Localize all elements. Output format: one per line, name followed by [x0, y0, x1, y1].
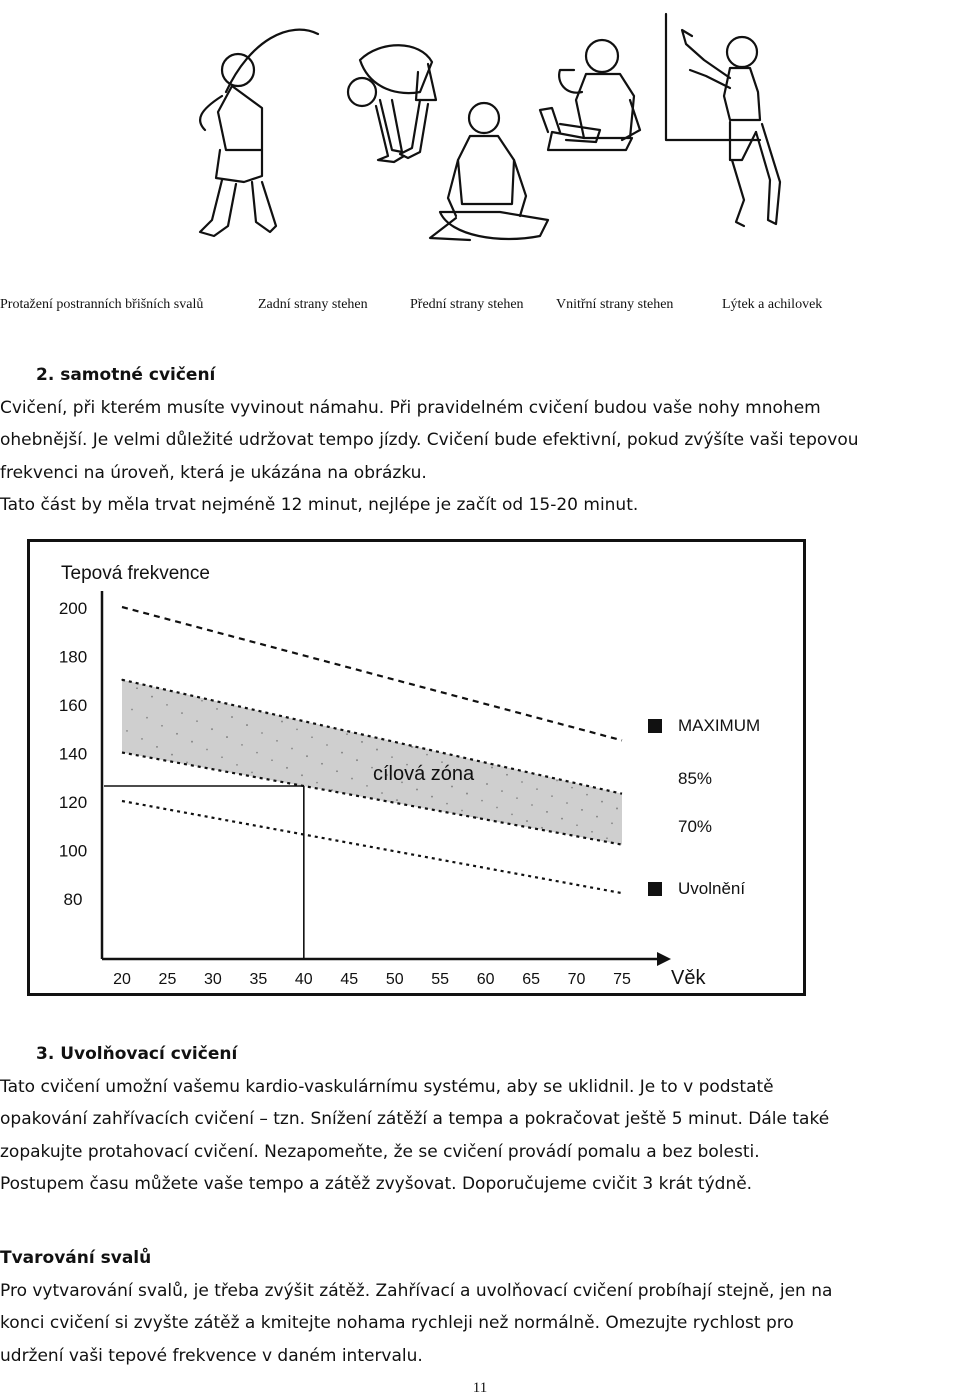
- section-heading: 3. Uvolňovací cvičení: [36, 1044, 238, 1064]
- x-tick-label: 55: [431, 971, 450, 988]
- zone-texture-dot: [236, 764, 238, 766]
- zone-texture-dot: [196, 720, 198, 722]
- y-axis-title: Tepová frekvence: [61, 563, 210, 584]
- zone-texture-dot: [566, 802, 568, 804]
- zone-texture-dot: [596, 816, 598, 818]
- section-cooldown: [0, 1038, 960, 1201]
- x-tick-label: 45: [340, 971, 359, 988]
- zone-texture-dot: [321, 763, 323, 765]
- zone-texture-dot: [151, 696, 153, 698]
- zone-texture-dot: [211, 728, 213, 730]
- stretching-illustrations: [0, 0, 960, 270]
- caption-inner-thighs: Vnitřní strany stehen: [556, 297, 674, 312]
- paragraph-line: ohebnější. Je velmi důležité udržovat tempo jízdy. Cvičení bude efektivní, pokud zvýšíte vaši tepovou: [0, 430, 859, 450]
- y-tick-label: 100: [58, 841, 88, 861]
- y-tick-label: 80: [63, 890, 83, 909]
- zone-texture-dot: [336, 770, 338, 772]
- target-zone-label: cílová zóna: [373, 763, 475, 785]
- illustration-captions: [0, 297, 960, 321]
- paragraph-line: Cvičení, při kterém musíte vyvinout námahu. Při pravidelném cvičení budou vaše nohy mnohem: [0, 397, 821, 418]
- zone-texture-dot: [226, 736, 228, 738]
- x-tick-label: 40: [294, 971, 313, 988]
- zone-texture-dot: [206, 749, 208, 751]
- zone-texture-dot: [491, 767, 493, 769]
- zone-texture-dot: [286, 767, 288, 769]
- caption-calves: Lýtek a achilovek: [722, 297, 823, 312]
- zone-texture-dot: [126, 730, 128, 732]
- legend-marker: [648, 882, 662, 896]
- zone-texture-dot: [231, 716, 233, 718]
- zone-texture-dot: [576, 824, 578, 826]
- zone-texture-dot: [181, 712, 183, 714]
- zone-texture-dot: [586, 794, 588, 796]
- zone-texture-dot: [171, 754, 173, 756]
- zone-texture-dot: [606, 837, 608, 839]
- x-tick-label: 25: [158, 971, 177, 988]
- zone-texture-dot: [376, 749, 378, 751]
- zone-texture-dot: [551, 795, 553, 797]
- paragraph-line: frekvenci na úroveň, která je ukázána na obrázku.: [0, 462, 427, 483]
- zone-texture-dot: [396, 799, 398, 801]
- zone-texture-dot: [581, 809, 583, 811]
- paragraph-line: Pro vytvarování svalů, je třeba zvýšit zátěž. Zahřívací a uvolňovací cvičení probíhají stejně, jen na: [0, 1280, 833, 1301]
- zone-texture-dot: [451, 786, 453, 788]
- zone-texture-dot: [311, 736, 313, 738]
- zone-texture-dot: [221, 756, 223, 758]
- zone-texture-dot: [301, 774, 303, 776]
- x-tick-label: 20: [113, 971, 131, 988]
- zone-texture-dot: [216, 708, 218, 710]
- zone-texture-dot: [541, 827, 543, 829]
- zone-texture-dot: [176, 733, 178, 735]
- caption-side-stretch: Protažení postranních břišních svalů: [0, 297, 204, 312]
- zone-texture-dot: [271, 759, 273, 761]
- zone-texture-dot: [571, 787, 573, 789]
- zone-texture-dot: [431, 796, 433, 798]
- legend-label: 85%: [678, 769, 713, 788]
- zone-texture-dot: [601, 801, 603, 803]
- page-number: 11: [472, 1380, 488, 1396]
- paragraph-line: Postupem času můžete vaše tempo a zátěž zvyšovat. Doporučujeme cvičit 3 krát týdně.: [0, 1174, 753, 1194]
- figure-kneeling: [430, 103, 548, 240]
- zone-texture-dot: [416, 789, 418, 791]
- figure-seated: [540, 40, 640, 150]
- zone-texture-dot: [241, 744, 243, 746]
- legend-label: Uvolnění: [678, 879, 746, 898]
- paragraph-line: Tato cvičení umožní vašemu kardio-vaskulárnímu systému, aby se uklidnil. Je to v podstatě: [0, 1076, 774, 1097]
- zone-texture-dot: [611, 822, 613, 824]
- zone-texture-dot: [191, 741, 193, 743]
- zone-texture-dot: [546, 811, 548, 813]
- zone-texture-dot: [461, 810, 463, 812]
- zone-texture-dot: [261, 732, 263, 734]
- y-tick-label: 180: [58, 647, 88, 667]
- zone-texture-dot: [131, 709, 133, 711]
- x-tick-label: 35: [249, 971, 268, 988]
- zone-texture-dot: [146, 717, 148, 719]
- x-tick-label: 75: [613, 971, 631, 988]
- zone-texture-dot: [526, 820, 528, 822]
- zone-texture-dot: [351, 778, 353, 780]
- paragraph-line: udržení vaši tepové frekvence v daném intervalu.: [0, 1345, 423, 1366]
- x-tick-label: 70: [567, 971, 586, 988]
- zone-texture-dot: [156, 746, 158, 748]
- zone-texture-dot: [561, 818, 563, 820]
- zone-texture-dot: [391, 756, 393, 758]
- zone-texture-dot: [616, 808, 618, 810]
- figure-side-stretch: [200, 30, 318, 236]
- zone-texture-dot: [161, 725, 163, 727]
- zone-texture-dot: [366, 785, 368, 787]
- zone-texture-dot: [381, 792, 383, 794]
- y-tick-label: 200: [58, 599, 88, 618]
- zone-texture-dot: [466, 793, 468, 795]
- caption-back-thighs: Zadní strany stehen: [258, 297, 368, 312]
- zone-texture-dot: [256, 752, 258, 754]
- y-tick-label: 140: [58, 744, 88, 764]
- legend-label: 70%: [678, 817, 713, 836]
- y-tick-label: 120: [58, 793, 88, 812]
- zone-texture-dot: [476, 816, 478, 818]
- zone-texture-dot: [326, 744, 328, 746]
- paragraph-line: konci cvičení si zvyšte zátěž a kmitejte nohama rychleji než normálně. Omezujte rychlost pro: [0, 1313, 794, 1333]
- y-tick-label: 160: [58, 696, 88, 715]
- zone-texture-dot: [501, 790, 503, 792]
- figure-forward-bend: [348, 45, 436, 162]
- zone-texture-dot: [536, 788, 538, 790]
- section-muscle-shaping: [0, 1242, 960, 1372]
- zone-texture-dot: [306, 755, 308, 757]
- zone-texture-dot: [251, 772, 253, 774]
- caption-front-thighs: Přední strany stehen: [410, 297, 524, 312]
- section-heading: Tvarování svalů: [0, 1248, 152, 1268]
- zone-texture-dot: [346, 733, 348, 735]
- zone-texture-dot: [246, 724, 248, 726]
- legend-marker: [648, 719, 662, 733]
- zone-texture-dot: [506, 774, 508, 776]
- paragraph-line: opakování zahřívacích cvičení – tzn. Snížení zátěží a tempa a pokračovat ještě 5 minut. Dále také: [0, 1109, 830, 1129]
- zone-texture-dot: [481, 800, 483, 802]
- paragraph-line: zopakujte protahovací cvičení. Nezapomeňte, že se cvičení provádí pomalu a bez bolesti.: [0, 1141, 760, 1162]
- section-main-exercise: [0, 359, 960, 522]
- zone-texture-dot: [531, 804, 533, 806]
- zone-texture-dot: [511, 813, 513, 815]
- zone-texture-dot: [361, 741, 363, 743]
- zone-texture-dot: [341, 752, 343, 754]
- zone-texture-dot: [521, 781, 523, 783]
- x-tick-label: 30: [204, 971, 222, 988]
- x-tick-label: 65: [522, 971, 540, 988]
- zone-texture-dot: [201, 700, 203, 702]
- zone-texture-dot: [281, 721, 283, 723]
- zone-texture-dot: [316, 782, 318, 784]
- zone-texture-dot: [296, 729, 298, 731]
- zone-texture-dot: [186, 761, 188, 763]
- zone-texture-dot: [136, 687, 138, 689]
- x-tick-label: 60: [476, 971, 495, 988]
- legend-label: MAXIMUM: [678, 716, 761, 735]
- zone-texture-dot: [496, 807, 498, 809]
- heart-rate-chart: [27, 539, 806, 996]
- section-heading: 2. samotné cvičení: [36, 365, 216, 385]
- paragraph-line: Tato část by měla trvat nejméně 12 minut, nejlépe je začít od 15-20 minut.: [0, 495, 639, 515]
- zone-texture-dot: [426, 754, 428, 756]
- x-axis-title: Věk: [671, 967, 706, 989]
- zone-texture-dot: [356, 759, 358, 761]
- zone-texture-dot: [591, 831, 593, 833]
- zone-texture-dot: [516, 797, 518, 799]
- zone-texture-dot: [446, 803, 448, 805]
- zone-texture-dot: [556, 780, 558, 782]
- figure-wall-stretch: [666, 14, 780, 226]
- x-tick-label: 50: [385, 971, 404, 988]
- zone-texture-dot: [166, 704, 168, 706]
- zone-texture-dot: [141, 738, 143, 740]
- zone-texture-dot: [486, 783, 488, 785]
- zone-texture-dot: [291, 748, 293, 750]
- zone-texture-dot: [276, 740, 278, 742]
